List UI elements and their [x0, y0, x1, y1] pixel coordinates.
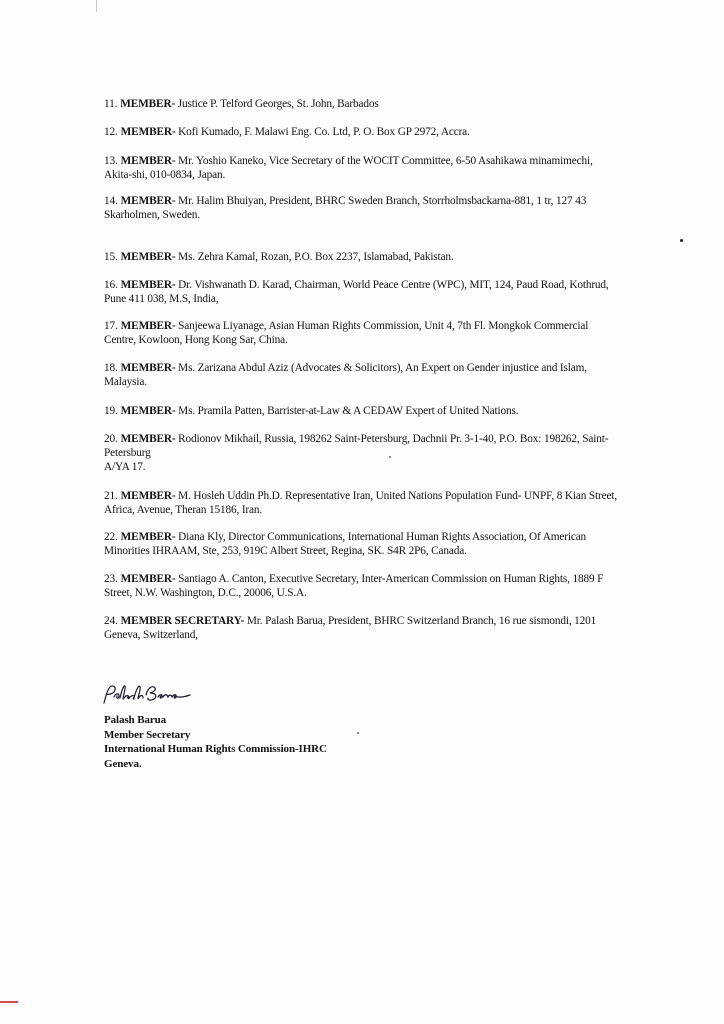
entry-text-continued: Petersburg [104, 447, 151, 459]
entry-role: MEMBER- [120, 362, 176, 374]
entry-text-continued: Akita-shi, 010-0834, Japan. [104, 169, 226, 181]
entry-text: Ms. Zehra Kamal, Rozan, P.O. Box 2237, Islamabad, Pakistan. [178, 251, 454, 263]
entry-number: 17. [104, 320, 118, 332]
member-entry-19 [104, 404, 676, 418]
entry-role: MEMBER- [120, 98, 176, 110]
entry-text-continued: Geneva, Switzerland, [104, 629, 198, 641]
scan-edge-mark [0, 1001, 18, 1003]
scan-speck [357, 732, 359, 734]
entry-text: Ms. Pramila Patten, Barrister-at-Law & A CEDAW Expert of United Nations. [178, 405, 519, 417]
entry-number: 14. [104, 195, 118, 207]
entry-text-continued: Street, N.W. Washington, D.C., 20006, U.S.A. [104, 587, 307, 599]
entry-number: 24. [104, 615, 118, 627]
entry-role: MEMBER- [120, 433, 176, 445]
entry-text: Rodionov Mikhail, Russia, 198262 Saint-Petersburg, Dachnii Pr. 3-1-40, P.O. Box: 198262, Saint- [178, 433, 609, 445]
entry-text: Ms. Zarizana Abdul Aziz (Advocates & Solicitors), An Expert on Gender injustice and Islam, [178, 362, 587, 374]
member-entry-21 [104, 489, 676, 517]
entry-number: 22. [104, 531, 118, 543]
scan-speck [389, 456, 391, 458]
entry-role: MEMBER- [120, 279, 176, 291]
entry-number: 15. [104, 251, 118, 263]
entry-text-continued: Centre, Kowloon, Hong Kong Sar, China. [104, 334, 288, 346]
entry-number: 18. [104, 362, 118, 374]
entry-role: MEMBER- [120, 320, 176, 332]
entry-text-continued: Africa, Avenue, Theran 15186, Iran. [104, 504, 263, 516]
entry-text: M. Hosleh Uddin Ph.D. Representative Iran, United Nations Population Fund- UNPF, 8 Kian Street, [178, 490, 618, 502]
member-entry-20 [104, 432, 676, 474]
entry-number: 21. [104, 490, 118, 502]
signatory-city: Geneva. [104, 757, 142, 770]
entry-number: 19. [104, 405, 118, 417]
signatory-name: Palash Barua [104, 714, 167, 726]
entry-text: Dr. Vishwanath D. Karad, Chairman, World Peace Centre (WPC), MIT, 124, Paud Road, Kothrud, [178, 279, 609, 291]
member-entry-15 [104, 250, 676, 264]
entry-text-continued: Malaysia. [104, 376, 147, 388]
entry-role: MEMBER- [120, 155, 176, 167]
member-entry-13 [104, 154, 676, 182]
member-entry-12 [104, 125, 676, 139]
entry-text-continued: Minorities IHRAAM, Ste, 253, 919C Albert Street, Regina, SK. S4R 2P6, Canada. [104, 545, 467, 557]
entry-text-continued-2: A/YA 17. [104, 461, 146, 473]
entry-role: MEMBER- [120, 251, 176, 263]
entry-role: MEMBER- [120, 531, 176, 543]
member-entry-23 [104, 572, 676, 600]
member-entry-14 [104, 194, 676, 222]
entry-text: Mr. Halim Bhuiyan, President, BHRC Sweden Branch, Storrholmsbackarna-881, 1 tr, 127 43 [178, 195, 587, 207]
signature-block [104, 713, 327, 771]
member-entry-11 [104, 97, 676, 111]
entry-text: Mr. Palash Barua, President, BHRC Switzerland Branch, 16 rue sismondi, 1201 [246, 615, 597, 627]
entry-text: Sanjeewa Liyanage, Asian Human Rights Commission, Unit 4, 7th Fl. Mongkok Commercial [178, 320, 589, 332]
entry-role: MEMBER- [120, 490, 176, 502]
entry-number: 23. [104, 573, 118, 585]
member-entry-18 [104, 361, 676, 389]
entry-number: 12. [104, 126, 118, 138]
entry-number: 13. [104, 155, 118, 167]
scan-speck [680, 239, 683, 242]
member-entry-22 [104, 530, 676, 558]
entry-number: 11. [104, 98, 118, 110]
entry-number: 16. [104, 279, 118, 291]
entry-role: MEMBER SECRETARY- [120, 615, 245, 627]
member-entry-24 [104, 614, 676, 642]
entry-role: MEMBER- [120, 573, 176, 585]
entry-text: Diana Kly, Director Communications, International Human Rights Association, Of American [178, 531, 587, 543]
entry-role: MEMBER- [120, 126, 176, 138]
entry-role: MEMBER- [120, 195, 176, 207]
entry-text: Justice P. Telford Georges, St. John, Barbados [177, 98, 379, 110]
entry-number: 20. [104, 433, 118, 445]
entry-text: Kofi Kumado, F. Malawi Eng. Co. Ltd, P. O. Box GP 2972, Accra. [178, 126, 470, 138]
signatory-organization: International Human Rights Commission-IHRC [104, 743, 327, 755]
entry-text: Mr. Yoshio Kaneko, Vice Secretary of the WOCIT Committee, 6-50 Asahikawa minamimechi, [178, 155, 593, 167]
entry-text: Santiago A. Canton, Executive Secretary, Inter-American Commission on Human Rights, 1889 F [178, 573, 604, 585]
scan-edge-mark [96, 0, 97, 12]
entry-role: MEMBER- [120, 405, 176, 417]
signatory-title: Member Secretary [104, 728, 191, 741]
entry-text-continued: Skarholmen, Sweden. [104, 209, 200, 221]
entry-text-continued: Pune 411 038, M.S, India, [104, 293, 219, 305]
member-entry-16 [104, 278, 676, 306]
handwritten-signature [100, 681, 200, 709]
member-entry-17 [104, 319, 676, 347]
